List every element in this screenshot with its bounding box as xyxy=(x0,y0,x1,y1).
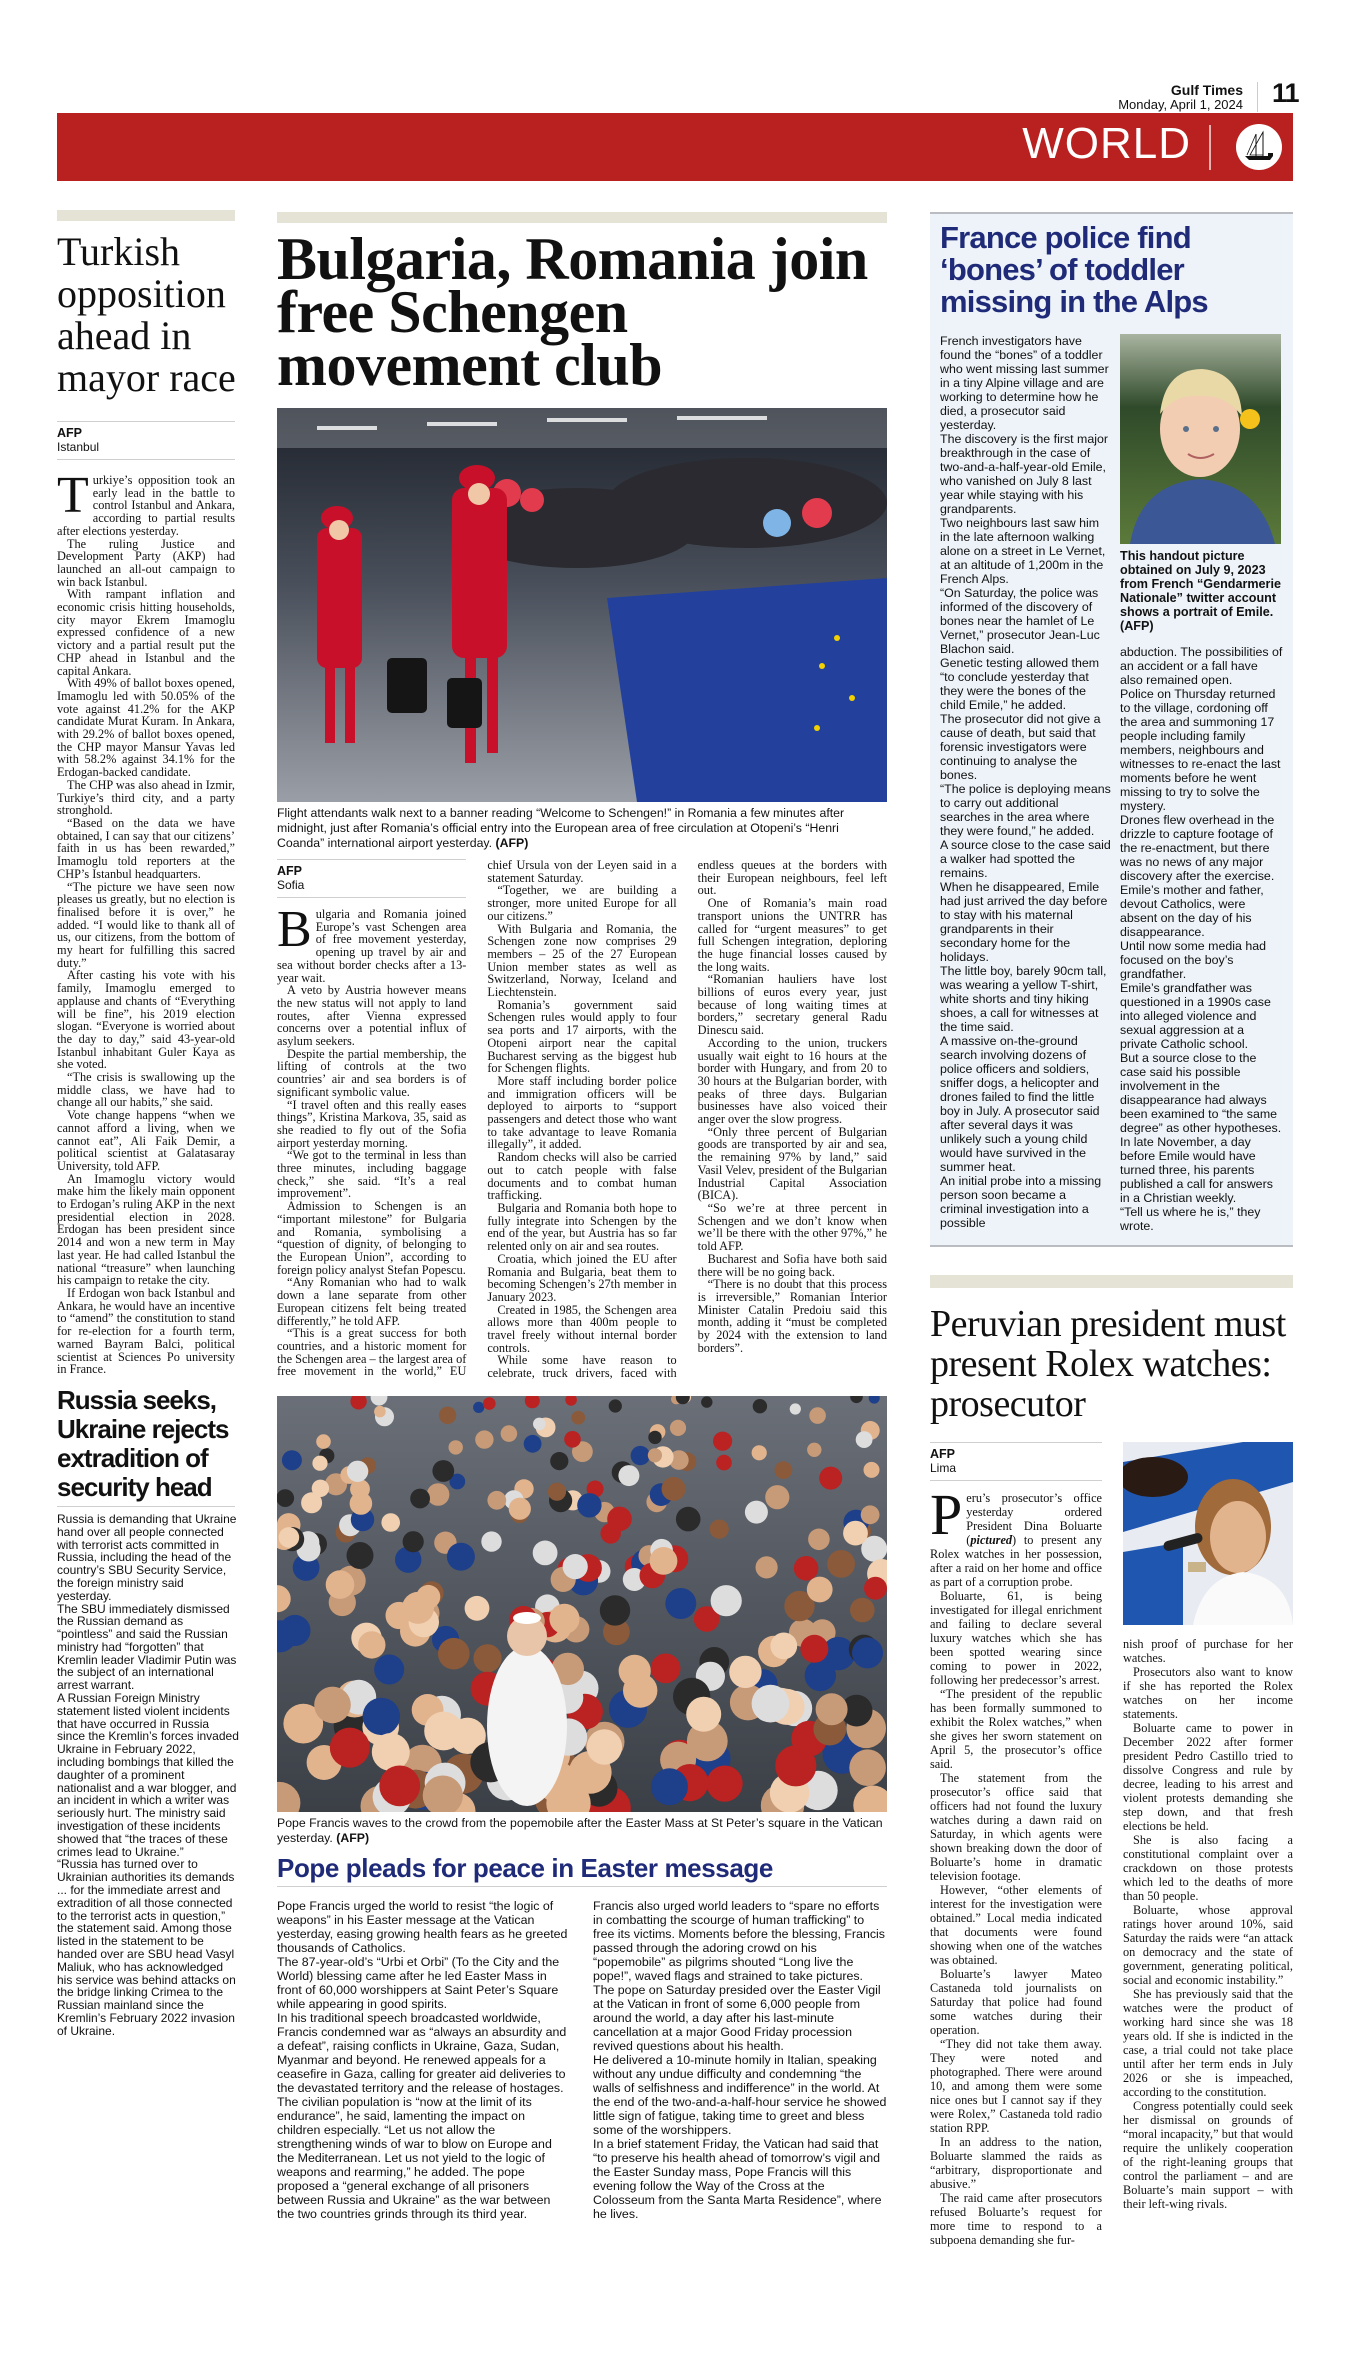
crowd-figure xyxy=(794,1556,819,1581)
crowd-figure xyxy=(314,1686,351,1723)
crowd-figure xyxy=(533,1540,558,1565)
paragraph: Emile’s grandfather was questioned in a 1990s case into alleged violence and sexual aggression at a private Catholic school. xyxy=(1120,981,1271,1051)
paragraph: “I travel often and this really eases things”, Kristina Markova, 35, said as she readied to fly out of the Sofia airport yesterday morning. xyxy=(277,1097,467,1150)
photo-caption-pope xyxy=(277,1816,887,1846)
crowd-figure xyxy=(662,1477,686,1501)
article-headline-turkey: Turkish opposition ahead in mayor race xyxy=(57,229,236,400)
crowd-figure xyxy=(372,1733,410,1771)
crowd-figure xyxy=(374,1654,404,1684)
paragraph: “They did not take them away. They were noted and photographed. There were around 10, and among them were some nice ones but I cannot say if they were Rolex,” Castaneda told radio station RPP. xyxy=(930,2037,1102,2135)
article-body-peru-right xyxy=(1123,1637,1293,2211)
paragraph: If Erdogan won back Istanbul and Ankara, he would have an incentive to “amend” the constitution to stand for re-election for a fourth term, warned Bayram Balci, political scientist at Sciences Po university in France. xyxy=(57,1286,235,1377)
crowd-figure xyxy=(856,1431,873,1448)
crowd-figure xyxy=(465,1596,490,1621)
article-headline-france: France police find ‘bones’ of toddler missing in the Alps xyxy=(940,220,1208,319)
byline-agency: AFP xyxy=(277,864,302,878)
paragraph: ulgaria and Romania joined Europe’s vast Schengen area of free movement yesterday, opening up travel by air and sea without border checks after a 13-year wait. xyxy=(277,907,467,985)
paragraph: urkiye’s opposition took an early lead in the battle to control Istanbul and Ankara, according to partial results after elections yesterday. xyxy=(57,473,235,538)
crowd-figure xyxy=(501,1425,518,1442)
article-body-russia xyxy=(57,1513,239,2038)
article-body-bulgaria xyxy=(277,859,887,1380)
paragraph: One of Romania’s main road transport unions the UNTRR has called for “urgent measures” to get full Schengen integration, deploring the huge financial losses caused by the long waits. xyxy=(697,896,887,974)
crowd-figure xyxy=(676,1507,701,1532)
crowd-figure xyxy=(631,1446,650,1465)
article-body-france-right xyxy=(1120,645,1283,1233)
crowd-figure xyxy=(447,1543,475,1571)
crowd-figure xyxy=(809,1407,826,1424)
paragraph-list xyxy=(57,467,235,1377)
crowd-figure xyxy=(481,1531,501,1551)
header-divider xyxy=(1257,82,1258,112)
paragraph: The raid came after prosecutors refused Boluarte’s request for more time to respond to a subpoena demanding she fur- xyxy=(930,2191,1102,2247)
paragraph: A massive on-the-ground search involving dozens of police officers and soldiers, sniffer dogs, a helicopter and drones failed to find the little boy in July. A prosecutor said after several days it was unlikely such a young child would have survived in the summer heat. xyxy=(940,1034,1100,1174)
paragraph: While some have reason to celebrate, truck drivers, faced with endless queues at the borders with their European neighbours, feel left out. xyxy=(487,858,887,1381)
crowd-figure xyxy=(670,1420,686,1436)
peru-columns xyxy=(930,1442,1293,2247)
paragraph: “Only three percent of Bulgarian goods are transported by air and sea, the remaining 97% by land,” said Vasil Velev, president of the Bulgarian Industrial Capital Association (BICA). xyxy=(697,1124,887,1203)
photo-credit: (AFP) xyxy=(495,836,529,850)
crowd-figure xyxy=(618,1465,639,1486)
byline-agency: AFP xyxy=(57,426,82,440)
center-column xyxy=(277,212,887,2221)
byline-place: Lima xyxy=(930,1461,957,1475)
paragraph: Francis also urged world leaders to “spare no efforts in combatting the scourge of human trafficking” to free its victims. Moments before the blessing, Francis passed through the adoring crowd on his “popemobile” as pilgrims shouted “Long live the pope!”, waved flags and strained to take pictures. xyxy=(593,1898,885,1983)
crowd-figure xyxy=(533,1417,546,1430)
crowd-figure xyxy=(686,1697,721,1732)
paragraph: abduction. The possibilities of an accident or a fall have also remained open. xyxy=(1120,645,1283,687)
column-top-bar xyxy=(277,212,887,223)
crowd-figure xyxy=(381,1513,400,1532)
crowd-figure xyxy=(438,1638,470,1670)
paragraph: The little boy, barely 90cm tall, was wearing a yellow T-shirt, white shorts and tiny hiking shoes, a call for witnesses at the time said. xyxy=(940,964,1107,1034)
paragraph: Two neighbours last saw him in the late afternoon walking alone on a street in Le Vernet, at an altitude of 1,200m in the French Alps. xyxy=(940,516,1106,586)
paragraph: Emile’s mother and father, devout Catholics, were absent on the day of his disappearance. xyxy=(1120,883,1264,939)
crowd-figure xyxy=(550,1452,568,1470)
crowd-figure xyxy=(374,1406,386,1418)
article-headline-peru: Peruvian president must present Rolex watches: prosecutor xyxy=(930,1303,1286,1425)
crowd-figure xyxy=(549,1604,579,1634)
paragraph: An initial probe into a missing person soon became a criminal investigation into a possible xyxy=(940,1174,1102,1230)
paragraph: The civilian population is “now at the limit of its endurance”, he said, lamenting the impact on children especially. “Let us not allow the strengthening winds of war to blow on Europe and the Mediterranean. Let us not yield to the logic of weapons and rearming,” he added. The pope proposed a “general exchange of all prisoners between Russia and Ukraine” as the war between the two countries grinds through its third year. xyxy=(277,2094,552,2221)
photo-pope-crowd xyxy=(277,1396,887,1812)
france-columns xyxy=(940,334,1283,1233)
crowd-figure xyxy=(752,1445,767,1460)
crowd-figure xyxy=(509,1497,531,1519)
paragraph: “Romanian hauliers have lost billions of euros every year, just because of long waiting times at borders,” secretary general Radu Dinescu said. xyxy=(697,972,887,1038)
byline-place: Sofia xyxy=(277,878,305,892)
crowd-figure xyxy=(564,1431,581,1448)
paragraph: The pope on Saturday presided over the Easter Vigil at the Vatican in front of some 6,000 people from around the world, a day after his last-minute cancellation at a major Good Friday procession revived questions about his health. xyxy=(593,1982,881,2053)
crowd-figure xyxy=(648,1431,661,1444)
paragraph-list xyxy=(1120,645,1283,1233)
paragraph: Vote change happens “when we cannot afford a living, when we cannot eat”, Ali Faik Demir, a political scientist at Galatasaray University, told AFP. xyxy=(57,1108,235,1173)
paragraph: After casting his vote with his family, Imamoglu emerged to applause and chants of “Everything will be fine”, his 2019 election slogan. “Everyone is worried about the day to day,” said 43-year-old Istanbul inhabitant Guler Kaya as she voted. xyxy=(57,968,235,1072)
crowd-figure xyxy=(282,1450,302,1470)
paragraph: Bucharest and Sofia have both said there will be no going back. xyxy=(697,1251,887,1279)
column-top-bar xyxy=(57,210,235,221)
lead-text: ) to present any Rolex watches in her possession, after a raid on her home and office as part of a corruption probe. xyxy=(930,1533,1102,1589)
crowd-figure xyxy=(765,1485,789,1509)
article-body-pope xyxy=(277,1899,887,2221)
dhow-ship-icon xyxy=(1236,124,1282,170)
crowd-figure xyxy=(648,1448,662,1462)
paragraph: “So we’re at three percent in Schengen and we don’t know when we’ll be there with the other 97%,” he told AFP. xyxy=(697,1200,887,1254)
crowd-figure xyxy=(864,1462,880,1478)
paragraph: Admission to Schengen is an “important milestone” for Bulgaria and Romania, symbolising a “question of dignity, of belonging to the European Union”, according to foreign policy analyst Stefan Popescu. xyxy=(277,1199,467,1277)
crowd-figure xyxy=(473,1402,484,1413)
crowd-figure xyxy=(347,1542,374,1569)
crowd-figure xyxy=(805,1660,836,1691)
divider xyxy=(57,1506,235,1507)
paragraph: However, “other elements of interest for the investigation were obtained.” Local media indicated that documents were found showing when one of the watches was obtained. xyxy=(930,1883,1102,1967)
crowd-figure xyxy=(577,1493,601,1517)
paragraph: Random checks will also be carried out to catch people with false documents and to combat human trafficking. xyxy=(487,1150,677,1203)
crowd-figure xyxy=(752,1685,790,1723)
paragraph: With Bulgaria and Romania, the Schengen zone now comprises 29 members – 25 of the 27 European Union member states as well as Switzerland, Norway, Iceland and Liechtenstein. xyxy=(487,921,677,1000)
paragraph: “The picture we have seen now pleases us greatly, but no election is finalised before it is over,” he added. “I would like to thank all of us, our citizens, from the bottom of my heart for fulfilling this sacred duty.” xyxy=(57,879,235,970)
crowd-figure xyxy=(363,1698,400,1735)
crowd-figure xyxy=(410,1488,430,1508)
paragraph: “There is no doubt that this process is irreversible,” Romanian Interior Minister Catalin Predoiu said this month, adding it “must be completed by 2024 with the extension to land borders”. xyxy=(697,1277,887,1355)
paragraph: Boluarte, 61, is being investigated for illegal enrichment and failing to declare several luxury watches which she has been spotted wearing since coming to power in 2022, following her predecessor’s arrest. xyxy=(930,1589,1102,1687)
crowd-figure xyxy=(326,1570,355,1599)
byline-bulgaria xyxy=(277,859,466,898)
left-column xyxy=(57,210,239,2038)
paragraph: In an address to the nation, Boluarte slammed the raids as “arbitrary, disproportionate and abusive.” xyxy=(930,2135,1102,2191)
lead-emphasis: pictured xyxy=(970,1533,1013,1547)
crowd-figure xyxy=(379,1765,420,1806)
crowd-figure xyxy=(713,1431,732,1450)
paragraph-list xyxy=(1123,1637,1293,2211)
publication-name: Gulf Times xyxy=(1170,82,1243,98)
crowd-figure xyxy=(807,1576,833,1602)
crowd-figure xyxy=(607,1506,632,1531)
paragraph: “Russia has turned over to Ukrainian authorities its demands ... for the immediate arrest and extradition of all those connected to the terrorist acts in question,” the statement said. Among those listed in the statement to be handed over are SBU head Vasyl Maliuk, who has acknowledged his service was behind attacks on the bridge linking Crimea to the Russian mainland since the Kremlin’s February 2022 invasion of Ukraine. xyxy=(57,1857,236,2038)
crowd-figure xyxy=(439,1406,456,1423)
crowd-figure xyxy=(350,1492,373,1515)
crowd-figure xyxy=(753,1399,767,1413)
page-number: 11 xyxy=(1272,78,1299,108)
paragraph: In a brief statement Friday, the Vatican had said that “to preserve his health ahead of tomorrow’s vigil and the Easter Sunday mass, Pope Francis will this evening follow the Way of the Cross at the Colosseum from the Santa Marta Residence”, where he lives. xyxy=(593,2136,882,2221)
paragraph: “On Saturday, the police was informed of the discovery of bones near the hamlet of Le Vernet,” prosecutor Jean-Luc Blachon said. xyxy=(940,586,1100,656)
crowd-figure xyxy=(279,1527,300,1548)
paragraph: Romania’s government said Schengen rules would apply to four sea ports and 17 airports, with the Otopeni airport near the capital Bucharest serving as the biggest hub for Schengen flights. xyxy=(487,997,677,1076)
paragraph: “The crisis is swallowing up the middle class, we have had to change all our habits,” she said. xyxy=(57,1070,235,1110)
paragraph: The CHP was also ahead in Izmir, Turkiye’s third city, and a party stronghold. xyxy=(57,777,235,818)
crowd-figure xyxy=(729,1656,761,1688)
crowd-figure xyxy=(816,1693,848,1725)
paragraph-list xyxy=(277,859,887,1380)
paragraph: An Imamoglu victory would make him the likely main opponent to Erdogan’s ruling AKP in the next presidential election in 2028. Erdogan has been president since 2014 and won a new term in May last year. He had called Istanbul the national “treasure” when launching his campaign to retake the city. xyxy=(57,1171,235,1288)
right-column xyxy=(930,212,1293,2247)
crowd-figure xyxy=(330,1727,370,1767)
paragraph: The prosecutor did not give a cause of death, but said that forensic investigators were continuing to analyse the bones. xyxy=(940,712,1101,782)
crowd-figure xyxy=(600,1595,630,1625)
article-body-france-left xyxy=(940,334,1112,1230)
article-headline-pope: Pope pleads for peace in Easter message xyxy=(277,1852,773,1883)
paragraph-list xyxy=(277,1899,887,2221)
paragraph: When he disappeared, Emile had just arrived the day before to stay with his maternal grandparents in their secondary home for the holidays. xyxy=(940,880,1108,964)
crowd-figure xyxy=(707,1765,743,1801)
sidebar-box-france xyxy=(930,212,1293,1247)
paragraph: Croatia, which joined the EU after Romania and Bulgaria, beat them to becoming Schengen’s 27th member in January 2023. xyxy=(487,1251,677,1304)
paragraph: Boluarte, whose approval ratings hover around 10%, said Saturday the raids were “an attack on democracy and the state of government, generating political, social and economic instability.” xyxy=(1123,1903,1293,1987)
crowd-figure xyxy=(711,1585,742,1616)
crowd-figure xyxy=(312,1455,327,1470)
paragraph: Police on Thursday returned to the village, cordoning off the area and summoning 17 people including family members, neighbours and witnesses to re-enact the last moments before he went missing to try to solve the mystery. xyxy=(1120,687,1281,813)
crowd-figure xyxy=(473,1644,501,1672)
caption-text: Pope Francis waves to the crowd from the popemobile after the Easter Mass at St Peter’s square in the Vatican yesterday. xyxy=(277,1815,883,1845)
byline-turkey xyxy=(57,421,235,460)
crowd-figure xyxy=(424,1711,463,1750)
crowd-figure xyxy=(316,1434,331,1449)
crowd-figure xyxy=(277,1489,294,1507)
crowd-figure xyxy=(563,1554,588,1579)
crowd-figure xyxy=(524,1435,542,1453)
divider xyxy=(277,1886,887,1887)
paragraph: A source close to the case said a walker had spotted the remains. xyxy=(940,838,1111,880)
paragraph: “Tell us where he is,” they wrote. xyxy=(1120,1205,1261,1233)
crowd-figure xyxy=(710,1519,729,1538)
paragraph: Boluarte’s lawyer Mateo Castaneda told journalists on Saturday that police had found some watches during their operation. xyxy=(930,1967,1102,2037)
crowd-figure xyxy=(432,1460,454,1482)
paragraph: Prosecutors also want to know if she has reported the Rolex watches on her income statements. xyxy=(1123,1665,1293,1721)
paragraph: Russia is demanding that Ukraine hand over all people connected with terrorist acts committed in Russia, including the head of the country’s SBU Security Service, the foreign ministry said yesterday. xyxy=(57,1511,237,1603)
photo-credit: (AFP) xyxy=(336,1830,370,1845)
crowd-figure xyxy=(609,1399,622,1412)
crowd-figure xyxy=(745,1500,768,1523)
paragraph: Bulgaria and Romania both hope to fully integrate into Schengen by the end of the year, but Austria has so far relented only on air and sea routes. xyxy=(487,1200,677,1254)
paragraph-list xyxy=(940,334,1112,1230)
lead-text: eru’s prosecutor’s office yesterday ordered President Dina Boluarte ( xyxy=(966,1491,1102,1547)
paragraph: Genetic testing allowed them “to conclude yesterday that they were the bones of the child Emile,” he added. xyxy=(940,656,1100,712)
article-body-peru-left xyxy=(930,1482,1102,2247)
paragraph: The ruling Justice and Development Party (AKP) had launched an all-out campaign to win back Istanbul. xyxy=(57,536,235,589)
paragraph: Congress potentially could seek her dismissal on grounds of “moral incapacity,” but that would require the unlikely cooperation of the right-leaning groups that control the parliament – and are Boluarte’s main support – with their left-wing rivals. xyxy=(1123,2099,1293,2211)
photo-caption-france xyxy=(1120,549,1283,633)
paragraph: “We got to the terminal in less than three minutes, including baggage check,” she said. “It’s a real improvement”. xyxy=(277,1148,467,1201)
caption-text: This handout picture obtained on July 9, 2023 from French “Gendarmerie Nationale” twitter account shows a portrait of Emile. xyxy=(1120,549,1281,619)
france-right-stack xyxy=(1120,334,1283,1233)
crowd-figure xyxy=(475,1430,493,1448)
paragraph-list xyxy=(930,1589,1102,2247)
crowd-figure xyxy=(790,1403,801,1414)
crowd-figure xyxy=(864,1577,887,1600)
paragraph: She is also facing a constitutional complaint over a crackdown on those protests which led to the deaths of more than 50 people. xyxy=(1123,1833,1293,1903)
paragraph: With 49% of ballot boxes opened, Imamoglu led with 50.05% of the vote against 41.2% for the AKP candidate Murat Kuram. In Ankara, with 29.2% of ballot boxes opened, the CHP mayor Mansur Yavas led with 58.2% against 34.1% for the Erdogan-backed candidate. xyxy=(57,676,235,780)
section-title: WORLD xyxy=(1022,119,1191,168)
crowd-figure xyxy=(623,1673,657,1707)
article-headline-bulgaria: Bulgaria, Romania join free Schengen movement club xyxy=(277,226,868,398)
paragraph: “This is a great success for both countries, and a historic moment for the Schengen area – the largest area of free movement in the world,” EU chief Ursula von der Leyen said in a statement Saturday. xyxy=(277,858,677,1379)
crowd-figure xyxy=(427,1483,450,1506)
crowd-figure xyxy=(312,1479,329,1496)
paragraph: The 87-year-old’s “Urbi et Orbi” (To the City and the World) blessing came after he led Easter Mass in front of 60,000 worshippers at Saint Peter’s Square while appearing in good spirits. xyxy=(277,1954,560,2011)
paragraph: The discovery is the first major breakthrough in the case of two-and-a-half-year-old Emile, who vanished on July 8 last year while staying with his grandparents. xyxy=(940,432,1109,516)
paragraph: But a source close to the case said his possible involvement in the disappearance had always been examined to “the same degree” as other hypotheses. xyxy=(1120,1051,1282,1135)
issue-date: Monday, April 1, 2024 xyxy=(1118,97,1243,112)
crowd-figure xyxy=(572,1411,586,1425)
crowd-figure xyxy=(861,1505,880,1524)
peru-left-stack xyxy=(930,1442,1102,2247)
paragraph: Until now some media had focused on the boy’s grandfather. xyxy=(1120,939,1267,981)
crowd-figure xyxy=(852,1637,883,1668)
paragraph: She has previously said that the watches were the product of working hard since she was 18 years old. If she is indicted in the case, a trial could not take place until after her term ends in July 2026 or she is impeached, according to the constitution. xyxy=(1123,1987,1293,2099)
paragraph: “Any Romanian who had to walk down a lane separate from other European citizens felt being treated differently,” he told AFP. xyxy=(277,1275,467,1328)
paragraph: “Based on the data we have obtained, I can say that our citizens’ faith in us has been rewarded,” Imamoglu told reporters at the CHP’s Istanbul headquarters. xyxy=(57,815,235,881)
photo-caption-bulgaria xyxy=(277,806,887,851)
paragraph: A veto by Austria however means the new status will not apply to land routes, after Vienna expressed concerns over a potential influx of asylum seekers. xyxy=(277,983,467,1049)
paragraph: A Russian Foreign Ministry statement listed violent incidents that have occurred in Russia since the Kremlin’s forces invaded Ukraine in February 2022, including bombings that killed the daughter of a prominent nationalist and a war blogger, and an incident in which a writer was seriously hurt. The ministry said investigation of these incidents showed that “the traces of these crimes lead to Ukraine.” xyxy=(57,1691,239,1859)
crowd-figure xyxy=(850,1598,875,1623)
crowd-figure xyxy=(843,1521,868,1546)
paragraph: In his traditional speech broadcasted worldwide, Francis condemned war as “always an absurdity and a defeat”, raising conflicts in Ukraine, Gaza, Sudan, Myanmar and beyond. He renewed appeals for a ceasefire in Gaza, calling for greater aid deliveries to the devastated territory and the release of hostages. xyxy=(277,2010,567,2095)
photo-emile xyxy=(1120,334,1281,544)
drop-cap: P xyxy=(930,1482,963,1547)
crowd-figure xyxy=(827,1550,855,1578)
crowd-figure xyxy=(849,1749,886,1786)
photo-dina-boluarte xyxy=(1123,1442,1293,1625)
paragraph: Despite the partial membership, the lifting of controls at the two countries’ air and sea borders is of significant symbolic value. xyxy=(277,1046,467,1099)
crowd-figure xyxy=(808,1528,830,1550)
paragraph: According to the union, truckers usually wait eight to 16 hours at the border with Hungary, and from 20 to 30 hours at the Bulgarian border, with peaks of three days. Bulgarian businesses have also voiced their anger over the slow progress. xyxy=(697,1035,887,1127)
paragraph: nish proof of purchase for her watches. xyxy=(1123,1637,1293,1665)
paragraph: The SBU immediately dismissed the Russian demand as “pointless” and said the Russian ministry had “forgotten” that Kremlin leader Vladimir Putin was the subject of an international arrest warrant. xyxy=(57,1601,237,1693)
paragraph: In late November, a day before Emile would have turned three, his parents published a call for answers in a Christian weekly. xyxy=(1120,1135,1273,1205)
crowd-figure xyxy=(775,1745,816,1786)
paragraph: “The president of the republic has been formally summoned to exhibit the Rolex watches,” when she gives her sworn statement on April 5, the prosecutor’s office said. xyxy=(930,1687,1102,1771)
paragraph: Boluarte came to power in December 2022 after former president Pedro Castillo tried to dissolve Congress and rule by decree, leading to his arrest and violent protests demanding she step down, and that fresh elections be held. xyxy=(1123,1721,1293,1833)
paragraph: With rampant inflation and economic crisis hitting households, city mayor Ekrem Imamoglu expressed confidence of a new victory and a partial result put the CHP ahead in Istanbul and the capital Ankara. xyxy=(57,587,235,678)
caption-text: Flight attendants walk next to a banner reading “Welcome to Schengen!” in Romania a few minutes after midnight, just after Romania’s official entry into the European area of free circulation at Otopeni’s “Henri Coanda” international airport yesterday. xyxy=(277,806,845,850)
crowd-figure xyxy=(800,1635,828,1663)
paragraph: More staff including border police and immigration officers will be deployed to airports to “support passengers and detect those who want to take advantage to leave Romania illegally”, it added. xyxy=(487,1073,677,1152)
paragraph: Pope Francis urged the world to resist “the logic of weapons” in his Easter message at the Vatican yesterday, easing growing health fears as he greeted thousands of Catholics. xyxy=(277,1898,568,1955)
paragraph: The statement from the prosecutor’s office said that officers had not found the luxury watches during a dawn raid on Saturday, in which agents were shown breaking down the door of Boluarte’s home in dramatic television footage. xyxy=(930,1771,1102,1883)
drop-cap: B xyxy=(277,901,312,958)
crowd-figure xyxy=(756,1556,778,1578)
paragraph: He delivered a 10-minute homily in Italian, speaking without any undue difficulty and condemning “the walls of selfishness and indifference” in the world. At the end of the two-and-a-half-hour service he showed little sign of fatigue, taking time to greet and bless some of the worshippers. xyxy=(593,2052,887,2137)
paragraph: “The police is deploying means to carry out additional searches in the area where they were found,” he added. xyxy=(940,782,1111,838)
drop-cap: T xyxy=(57,467,89,524)
crowd-figure xyxy=(402,1592,434,1624)
crowd-figure xyxy=(347,1460,368,1481)
crowd-figure xyxy=(716,1455,732,1471)
crowd-figure xyxy=(665,1588,696,1619)
column-top-bar xyxy=(930,1275,1293,1288)
paragraph: “Together, we are building a stronger, more united Europe for all our citizens.” xyxy=(487,883,677,923)
photo-credit: (AFP) xyxy=(1120,619,1154,633)
crowd-figure xyxy=(650,1547,678,1575)
crowd-figure xyxy=(701,1396,712,1407)
section-divider xyxy=(1209,125,1211,170)
crowd-figure xyxy=(807,1442,821,1456)
paragraph: Created in 1985, the Schengen area allows more than 400m people to travel freely without internal border controls. xyxy=(487,1302,677,1355)
crowd-figure xyxy=(770,1632,797,1659)
article-headline-russia: Russia seeks, Ukraine rejects extradition of security head xyxy=(57,1384,229,1502)
paragraph-list xyxy=(57,1513,239,2038)
byline-place: Istanbul xyxy=(57,440,100,454)
crowd-figure xyxy=(587,1729,622,1764)
crowd-figure xyxy=(775,1461,793,1479)
crowd-figure xyxy=(483,1397,496,1410)
crowd-figure xyxy=(358,1631,385,1658)
paragraph: Drones flew overhead in the drizzle to capture footage of the re-enactment, but there was no news of any major discovery after the exercise. xyxy=(1120,813,1275,883)
crowd-figure xyxy=(449,1440,463,1454)
paragraph: French investigators have found the “bones” of a toddler who went missing last summer in a tiny Alpine village and are working to determine how he died, a prosecutor said yesterday. xyxy=(940,334,1109,432)
article-body-turkey xyxy=(57,467,235,1377)
crowd-figure xyxy=(403,1531,424,1552)
crowd-figure xyxy=(651,1768,688,1805)
crowd-figure xyxy=(487,1491,506,1510)
photo-flight-attendants xyxy=(277,408,887,802)
crowd-figure xyxy=(819,1466,842,1489)
crowd-figure xyxy=(651,1653,681,1683)
crowd-figure xyxy=(548,1482,566,1500)
byline-agency: AFP xyxy=(930,1447,955,1461)
byline-peru xyxy=(930,1442,1102,1481)
peru-right-stack xyxy=(1123,1442,1293,2211)
